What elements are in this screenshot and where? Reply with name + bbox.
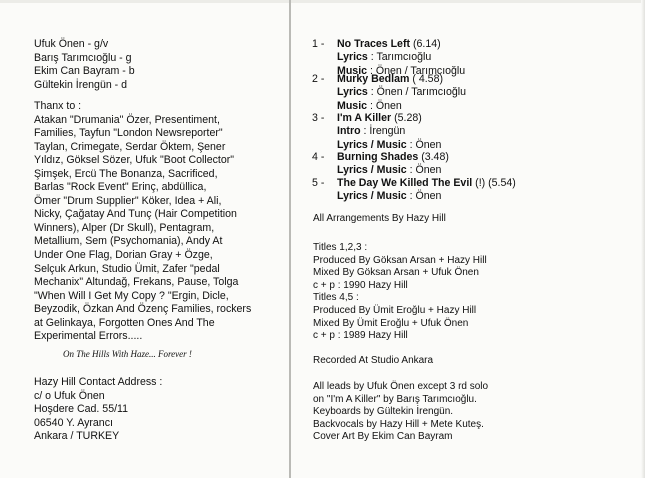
thanks-line: Under One Flag, Dorian Gray + Özge, — [34, 249, 213, 262]
credit-value: Önen — [415, 164, 442, 177]
track-time: (3.48) — [421, 151, 449, 163]
motto-text: On The Hills With Haze... Forever ! — [63, 349, 192, 359]
contact-line: Ankara / TURKEY — [34, 430, 120, 443]
thanks-line: Beyzodik, Özkan And Özenç Families, rockers — [34, 303, 252, 316]
production-line: Titles 4,5 : — [313, 292, 359, 304]
track-4: 4 - Burning Shades (3.48) Lyrics / Music : Önen — [312, 151, 449, 177]
fold-line — [289, 0, 291, 478]
arrangements-line: All Arrangements By Hazy Hill — [313, 213, 446, 224]
track-number: 5 - — [312, 177, 325, 189]
member-line: Ufuk Önen - g/v — [34, 38, 109, 50]
credit-value: Önen / Tarımcıoğlu — [375, 64, 466, 77]
credit-line: Backvocals by Hazy Hill + Mete Kuteş. — [313, 418, 484, 430]
track-time: (5.28) — [394, 112, 422, 124]
contact-line: Hoşdere Cad. 55/11 — [34, 403, 129, 416]
credit-label: Lyrics / Music — [337, 190, 407, 203]
thanks-line: Families, Tayfun "London Newsreporter" — [34, 127, 223, 140]
member-line: Ekim Can Bayram - b — [34, 65, 135, 78]
track-3: 3 - I'm A Killer (5.28) Intro : İrengün Lyrics / Music : Önen — [312, 112, 442, 151]
credit-label: Lyrics / Music — [337, 164, 407, 177]
track-number: 3 - — [312, 112, 325, 124]
credit-label: Music — [337, 64, 368, 77]
track-title: Burning Shades — [337, 151, 419, 163]
credit-label: Lyrics — [337, 86, 368, 99]
arrangements-credit — [313, 213, 446, 226]
production-line: c + p : 1990 Hazy Hill — [313, 279, 408, 291]
track-title: Murky Bedlam — [337, 73, 410, 85]
thanks-line: Barlas "Rock Event" Erinç, abdüllica, — [34, 181, 207, 194]
credit-value: Önen — [415, 138, 442, 151]
recorded-line: Recorded At Studio Ankara — [313, 355, 434, 366]
thanks-line: at Gelinkaya, Forgotten Ones And The — [34, 316, 215, 329]
production-line: Titles 1,2,3 : — [313, 242, 368, 253]
contact-address — [34, 376, 162, 444]
member-line: Barış Tarımcıoğlu - g — [34, 51, 132, 64]
track-number: 1 - — [312, 38, 325, 50]
thanks-line: Ömer "Drum Supplier" Köker, Idea + Ali, — [34, 194, 222, 207]
thanks-line: Atakan "Drumania" Özer, Presentiment, — [34, 113, 220, 126]
track-title: I'm A Killer — [337, 112, 392, 124]
track-5: 5 - The Day We Killed The Evil (!) (5.54) Lyrics / Music : Önen — [312, 177, 516, 203]
track-time: (6.14) — [412, 38, 441, 50]
credit-value: Önen / Tarımcıoğlu — [376, 86, 466, 99]
contact-line: 06540 Y. Ayrancı — [34, 416, 113, 429]
recorded-credit — [313, 355, 433, 368]
thanks-section — [34, 100, 251, 344]
production-line: Mixed By Ümit Eroğlu + Ufuk Önen — [313, 317, 469, 329]
thanks-line: "When Will I Get My Copy ? "Ergin, Dicle, — [34, 289, 229, 302]
track-time: (!) (5.54) — [475, 177, 516, 189]
credit-line: on "I'm A Killer" by Barış Tarımcıoğlu. — [313, 393, 477, 405]
credit-label: Lyrics — [337, 51, 368, 64]
contact-heading: Hazy Hill Contact Address : — [34, 376, 163, 388]
track-1: 1 - No Traces Left (6.14) Lyrics : Tarımcıoğlu Music : Önen / Tarımcıoğlu — [312, 38, 466, 77]
thanks-line: Şimşek, Ercü The Bonanza, Sacrificed, — [34, 167, 218, 180]
thanks-line: Selçuk Arkun, Studio Ümit, Zafer "pedal — [34, 262, 220, 275]
track-2: 2 - Murky Bedlam ( 4.58) Lyrics : Önen / Tarımcıoğlu Music : Önen — [312, 73, 466, 112]
production-line: Produced By Ümit Eroğlu + Hazy Hill — [313, 304, 477, 316]
member-line: Gültekin İrengün - d — [34, 78, 128, 91]
thanks-heading: Thanx to : — [34, 100, 82, 112]
production-credits — [313, 242, 487, 343]
credit-label: Lyrics / Music — [337, 138, 407, 151]
production-line: Mixed By Göksan Arsan + Ufuk Önen — [313, 267, 479, 279]
credit-value: Önen — [415, 190, 442, 203]
thanks-line: Taylan, Crimegate, Serdar Öktem, Şener — [34, 140, 226, 153]
performance-credits — [313, 381, 488, 444]
thanks-line: Mechanix" Altundağ, Frekans, Pause, Tolga — [34, 276, 239, 289]
thanks-line: Experimental Errors..... — [34, 330, 143, 343]
credit-value: Önen — [375, 99, 402, 112]
track-number: 4 - — [312, 151, 325, 163]
thanks-line: Metallium, Sem (Psychomania), Andy At — [34, 235, 223, 248]
credit-line: All leads by Ufuk Önen except 3 rd solo — [313, 381, 489, 392]
band-members — [34, 38, 135, 92]
track-time: ( 4.58) — [412, 73, 443, 85]
thanks-line: Winners), Alper (Dr Skull), Pentagram, — [34, 221, 215, 234]
thanks-line: Nicky, Çağatay And Tunç (Hair Competition — [34, 208, 237, 221]
contact-line: c/ o Ufuk Önen — [34, 389, 105, 402]
credit-value: Tarımcıoğlu — [376, 51, 432, 64]
credit-line: Cover Art By Ekim Can Bayram — [313, 431, 453, 443]
track-number: 2 - — [312, 73, 325, 85]
credit-label: Intro — [337, 125, 361, 138]
track-title: No Traces Left — [337, 38, 411, 50]
production-line: Produced By Göksan Arsan + Hazy Hill — [313, 254, 487, 266]
production-line: c + p : 1989 Hazy Hill — [313, 330, 408, 342]
thanks-line: Yıldız, Göksel Sözer, Ufuk "Boot Collector" — [34, 154, 235, 167]
credit-label: Music — [337, 99, 368, 112]
credit-value: İrengün — [369, 125, 406, 138]
credit-line: Keyboards by Gültekin İrengün. — [313, 406, 454, 418]
track-title: The Day We Killed The Evil — [337, 177, 473, 189]
